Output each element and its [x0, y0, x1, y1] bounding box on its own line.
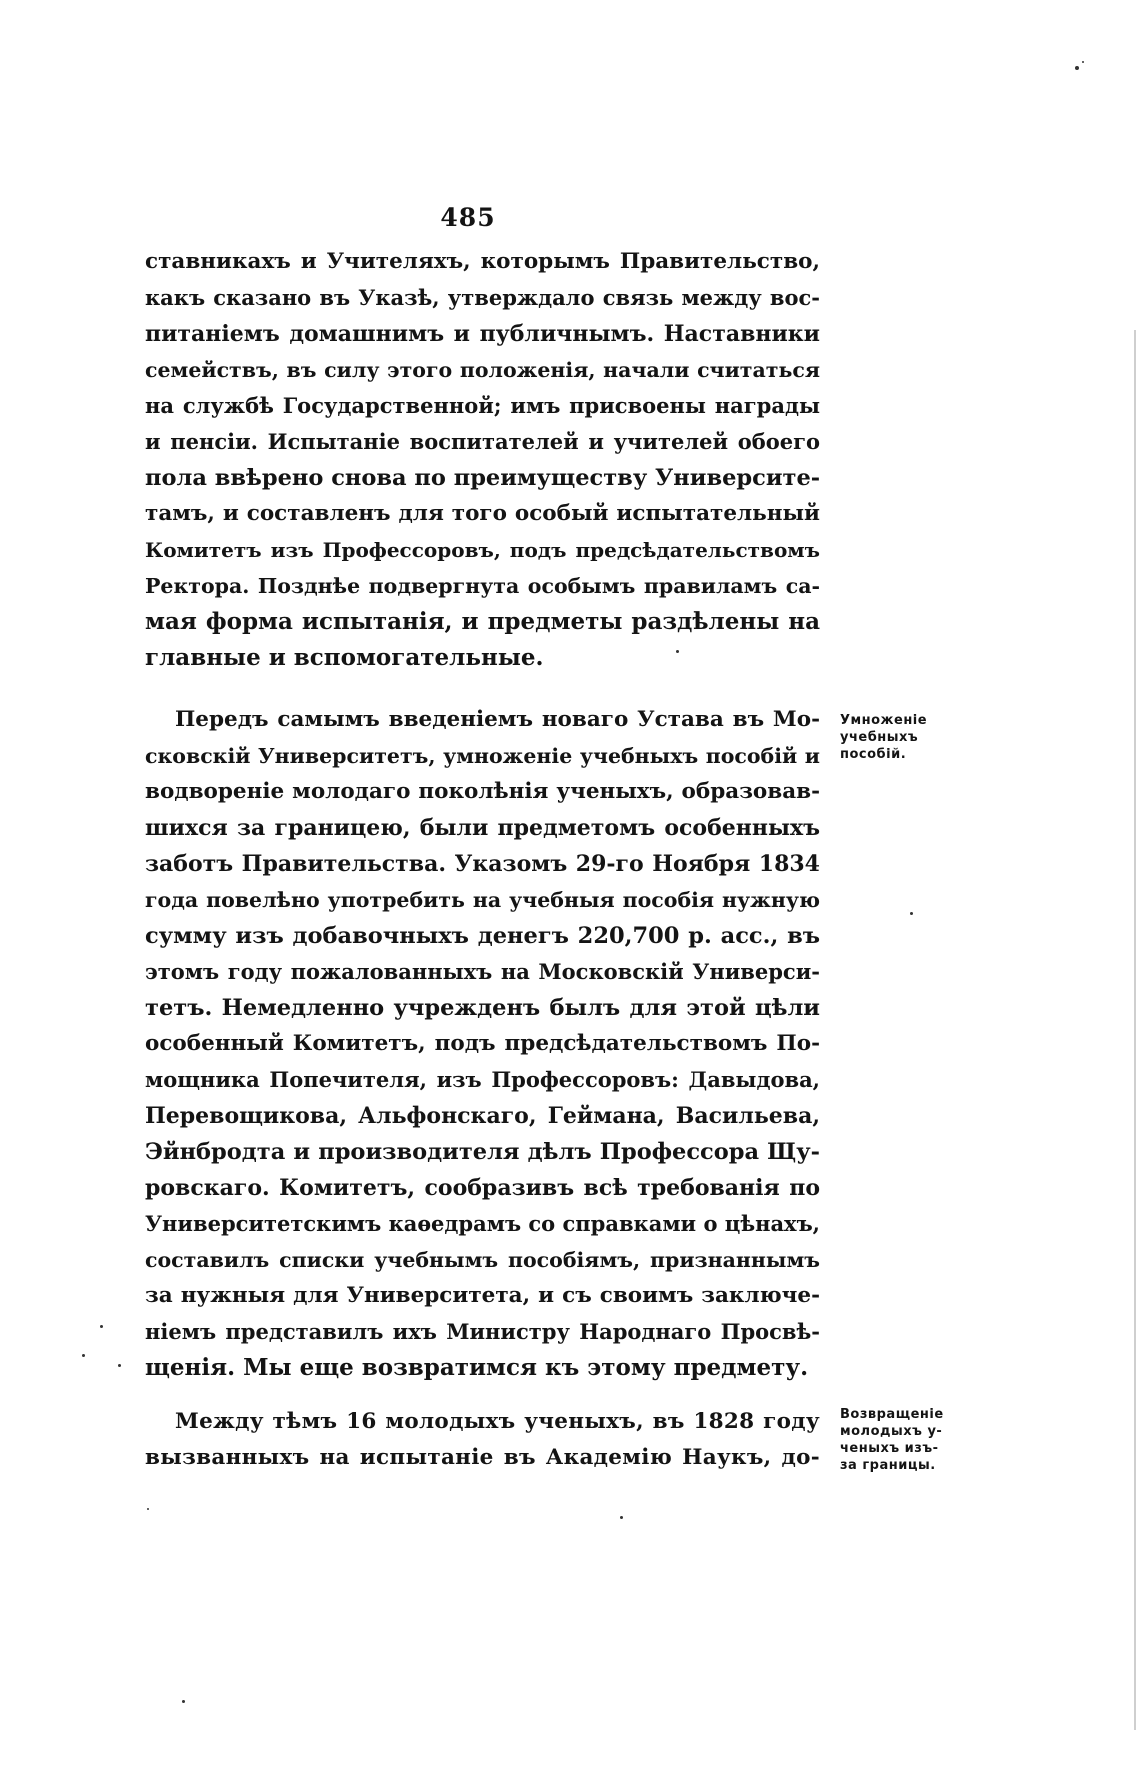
text-line: особенный Комитетъ, подъ предсѣдательствомъ По- [145, 1031, 820, 1056]
text-line: тетъ. Немедленно учрежденъ былъ для этой цѣли [145, 995, 820, 1021]
text-line: заботъ Правительства. Указомъ 29-го Ноября 1834 [145, 851, 820, 877]
text-line: Ректора. Позднѣе подвергнута особымъ правиламъ са- [145, 574, 820, 598]
page-number: 485 [440, 203, 496, 232]
margin-note-return-of-scholars [840, 1406, 965, 1474]
margin-note-line: пособій. [840, 747, 907, 762]
text-line: Передъ самымъ введеніемъ новаго Устава въ Мо- [175, 707, 820, 732]
margin-note-line: Возвращеніе [840, 1407, 944, 1422]
text-line: года повелѣно употребить на учебныя пособія нужную [145, 888, 820, 912]
text-line: пола ввѣрено снова по преимуществу Университе- [145, 465, 821, 491]
text-line: мая форма испытанія, и предметы раздѣлены на [145, 608, 820, 635]
margin-note-line: молодыхъ у- [840, 1424, 943, 1439]
text-line: Эйнбродта и производителя дѣлъ Профессора Щу- [145, 1139, 820, 1165]
scan-speck [82, 1354, 85, 1357]
margin-note-line: учебныхъ [840, 730, 919, 745]
margin-note-line: Умноженіе [840, 713, 928, 728]
text-line: за нужныя для Университета, и съ своимъ заключе- [145, 1283, 820, 1308]
text-line: главные и вспомогательные. [145, 644, 544, 671]
text-line: питаніемъ домашнимъ и публичнымъ. Наставники [145, 321, 820, 347]
text-line: щенія. Мы еще возвратимся къ этому предмету. [145, 1354, 809, 1381]
paragraph-teaching-aids [145, 702, 820, 1386]
scan-speck [676, 650, 679, 653]
text-line: Между тѣмъ 16 молодыхъ ученыхъ, въ 1828 году [175, 1409, 820, 1434]
text-line: шихся за границею, были предметомъ особенныхъ [145, 815, 820, 841]
margin-note-line: ченыхъ изъ- [840, 1441, 939, 1456]
scan-speck [100, 1325, 103, 1328]
paragraph-return-of-scholars [145, 1404, 820, 1476]
margin-note-teaching-aids [840, 712, 965, 763]
text-line: этомъ году пожалованныхъ на Московскій Универси- [145, 959, 820, 984]
margin-note-line: за границы. [840, 1458, 936, 1473]
text-line: Перевощикова, Альфонскаго, Геймана, Васильева, [145, 1103, 820, 1129]
text-line: водвореніе молодаго поколѣнія ученыхъ, образовав- [145, 779, 820, 804]
text-line: ніемъ представилъ ихъ Министру Народнаго Просвѣ- [145, 1319, 820, 1344]
text-line: сумму изъ добавочныхъ денегъ 220,700 р. асс., въ [145, 923, 820, 949]
text-line: ставникахъ и Учителяхъ, которымъ Правительство, [145, 249, 820, 274]
scan-speck [1082, 61, 1084, 63]
text-line: составилъ списки учебнымъ пособіямъ, признаннымъ [145, 1248, 820, 1272]
scan-speck [182, 1700, 185, 1703]
text-line: и пенсіи. Испытаніе воспитателей и учителей обоего [145, 429, 820, 454]
text-line: вызванныхъ на испытаніе въ Академію Наукъ, до- [145, 1445, 820, 1470]
text-line: Университетскимъ каѳедрамъ со справками о цѣнахъ, [145, 1211, 820, 1236]
scan-speck [147, 1508, 149, 1510]
text-line: Комитетъ изъ Профессоровъ, подъ предсѣдательствомъ [145, 538, 820, 562]
scan-speck [620, 1516, 623, 1519]
paragraph-continuation [145, 244, 820, 676]
scan-edge-line [1134, 330, 1136, 1730]
text-line: мощника Попечителя, изъ Профессоровъ: Давыдова, [145, 1067, 820, 1092]
text-line: на службѣ Государственной; имъ присвоены награды [145, 393, 820, 418]
text-line: семействъ, въ силу этого положенія, начали считаться [145, 358, 820, 382]
text-line: какъ сказано въ Указѣ, утверждало связь между вос- [145, 285, 820, 310]
scan-speck [910, 912, 913, 915]
text-line: тамъ, и составленъ для того особый испытательный [145, 501, 820, 526]
scan-speck [1075, 66, 1079, 70]
text-line: сковскій Университетъ, умноженіе учебныхъ пособій и [145, 744, 820, 768]
text-line: ровскаго. Комитетъ, сообразивъ всѣ требованія по [145, 1175, 820, 1201]
scan-speck [118, 1364, 121, 1367]
